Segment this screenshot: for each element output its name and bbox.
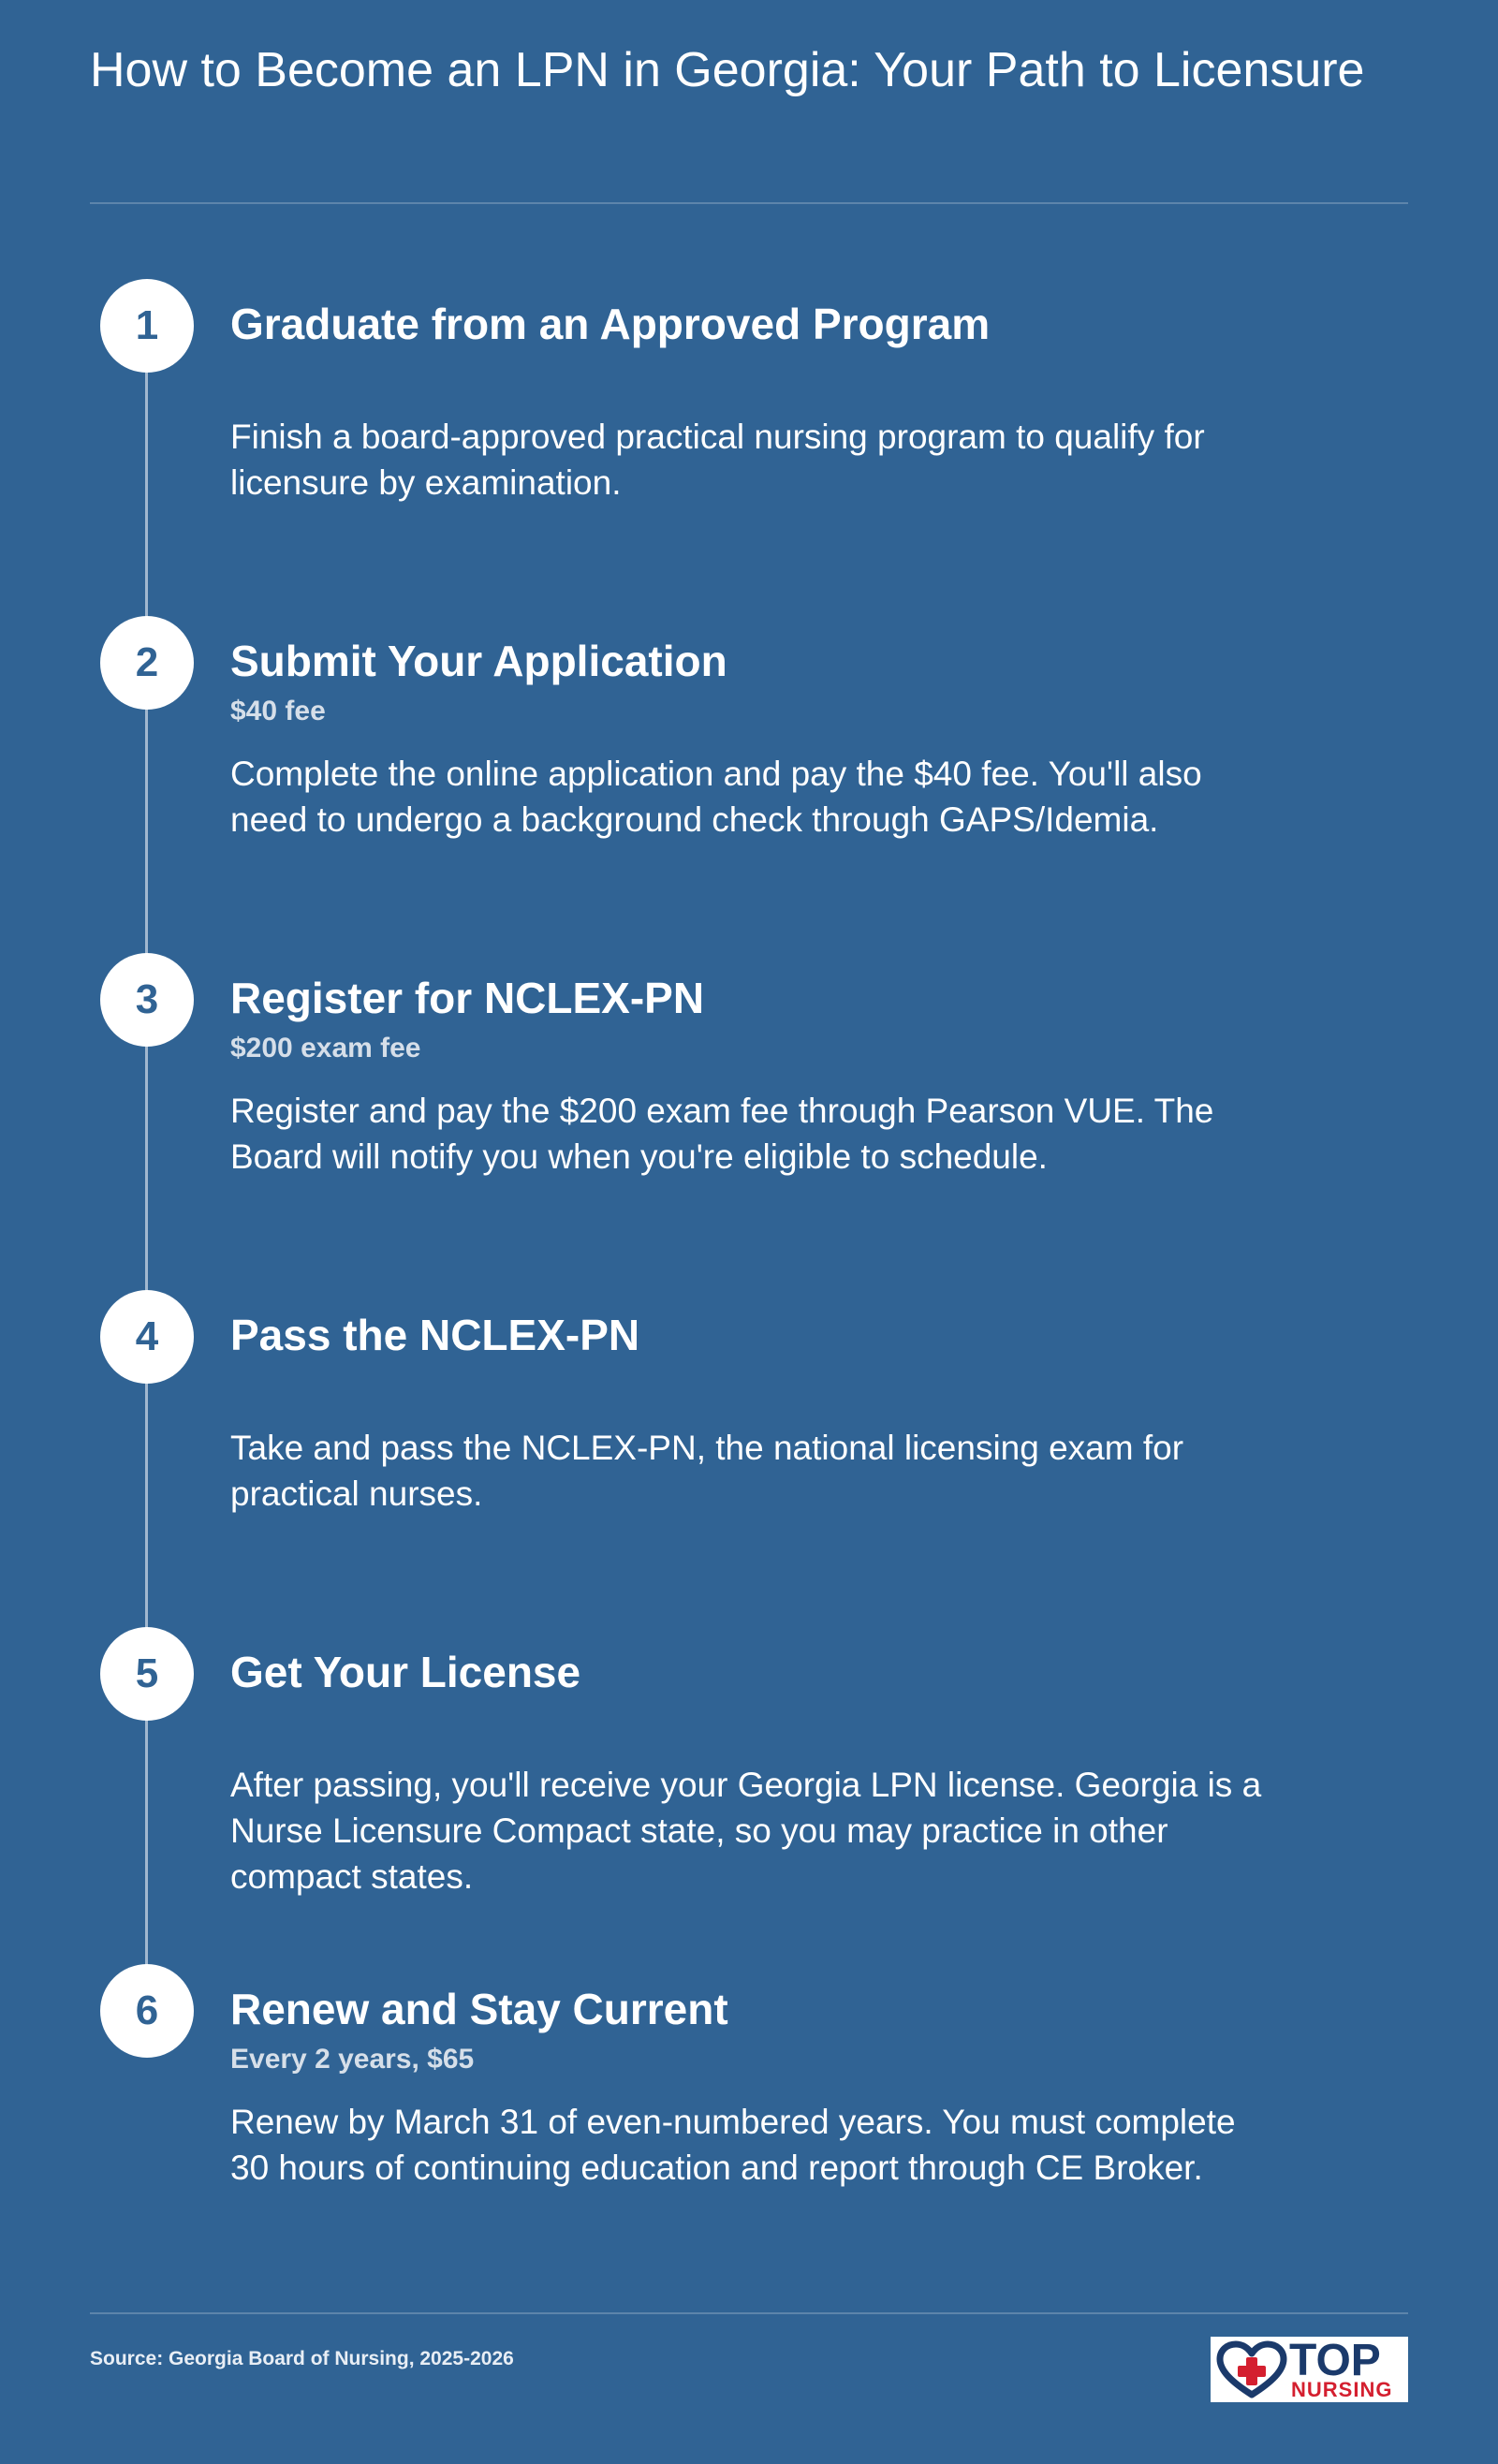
step-description: Register and pay the $200 exam fee through Pearson VUE. The Board will notify you when you're eligible to schedule. — [230, 1092, 1214, 1176]
step-description: Complete the online application and pay the $40 fee. You'll also need to undergo a background check through GAPS/Idemia. — [230, 755, 1202, 839]
step-3 — [90, 953, 1408, 1234]
step-subtitle: $40 fee — [230, 696, 326, 726]
source-note: Source: Georgia Board of Nursing, 2025-2026 — [90, 2348, 514, 2369]
step-title: Submit Your Application — [230, 637, 727, 685]
step-description: Take and pass the NCLEX-PN, the national licensing exam for practical nurses. — [230, 1429, 1184, 1513]
step-1 — [90, 279, 1408, 560]
header-divider — [90, 202, 1408, 204]
step-title: Pass the NCLEX-PN — [230, 1311, 640, 1359]
logo-wordmark-bottom: NURSING — [1291, 2378, 1393, 2401]
step-subtitle: Every 2 years, $65 — [230, 2044, 475, 2075]
step-number-badge: 5 — [100, 1627, 194, 1721]
step-2 — [90, 616, 1408, 897]
step-subtitle: $200 exam fee — [230, 1033, 421, 1063]
step-number-badge: 4 — [100, 1290, 194, 1384]
step-title: Graduate from an Approved Program — [230, 300, 991, 348]
step-6 — [90, 1964, 1408, 2245]
top-nursing-logo — [1211, 2337, 1408, 2402]
step-description: After passing, you'll receive your Georgia LPN license. Georgia is a Nurse Licensure Compact state, so you may practice in other compact states. — [230, 1766, 1262, 1896]
step-5 — [90, 1627, 1408, 1908]
step-number-badge: 3 — [100, 953, 194, 1047]
step-number-badge: 1 — [100, 279, 194, 373]
step-number-badge: 2 — [100, 616, 194, 710]
step-title: Get Your License — [230, 1648, 581, 1696]
step-description: Renew by March 31 of even-numbered years. You must complete 30 hours of continuing education and report through CE Broker. — [230, 2103, 1236, 2187]
infographic — [90, 0, 1408, 2464]
step-4 — [90, 1290, 1408, 1571]
step-number-badge: 6 — [100, 1964, 194, 2058]
step-description: Finish a board-approved practical nursing program to qualify for licensure by examination. — [230, 418, 1205, 502]
logo-wordmark-top: TOP — [1289, 2336, 1381, 2385]
footer-divider — [90, 2312, 1408, 2314]
heart-cross-icon — [1214, 2340, 1289, 2400]
page-title: How to Become an LPN in Georgia: Your Path to Licensure — [90, 43, 1365, 97]
step-title: Renew and Stay Current — [230, 1985, 728, 2033]
step-title: Register for NCLEX-PN — [230, 974, 705, 1022]
